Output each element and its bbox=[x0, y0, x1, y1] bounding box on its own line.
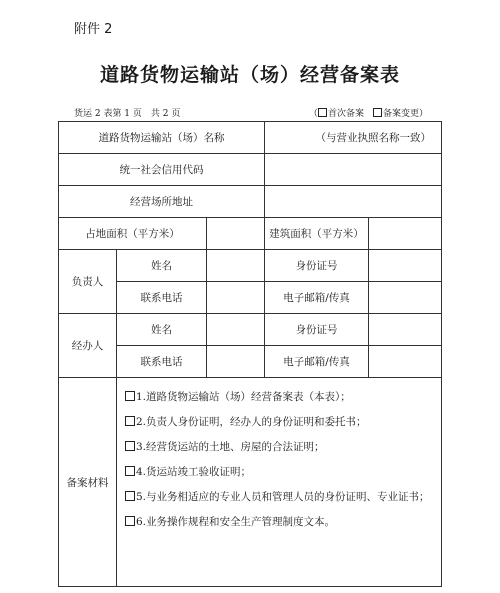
table-row bbox=[59, 314, 442, 346]
responsible-phone-field[interactable] bbox=[207, 282, 265, 314]
material-item: 3.经营货运站的土地、房屋的合法证明； bbox=[125, 440, 435, 455]
filing-change-label: 备案变更 bbox=[382, 109, 419, 119]
filing-form-table bbox=[58, 121, 441, 587]
material-item: 6.业务操作规程和安全生产管理制度文本。 bbox=[125, 515, 435, 530]
table-row bbox=[59, 154, 442, 186]
materials-list bbox=[117, 378, 442, 587]
table-row bbox=[59, 250, 442, 282]
material-checkbox[interactable] bbox=[125, 441, 135, 451]
building-area-label: 建筑面积（平方米） bbox=[265, 218, 369, 250]
material-item: 5.与业务相适应的专业人员和管理人员的身份证明、专业证书； bbox=[125, 490, 435, 505]
building-area-field[interactable] bbox=[369, 218, 442, 250]
material-item: 4.货运站竣工验收证明； bbox=[125, 465, 435, 480]
land-area-field[interactable] bbox=[207, 218, 265, 250]
address-field[interactable] bbox=[265, 186, 442, 218]
material-checkbox[interactable] bbox=[125, 391, 135, 401]
table-row bbox=[59, 218, 442, 250]
land-area-label: 占地面积（平方米） bbox=[59, 218, 207, 250]
filing-change-checkbox[interactable] bbox=[373, 108, 382, 117]
handler-phone-label: 联系电话 bbox=[117, 346, 207, 378]
material-checkbox[interactable] bbox=[125, 466, 135, 476]
responsible-name-label: 姓名 bbox=[117, 250, 207, 282]
handler-label: 经办人 bbox=[59, 314, 117, 378]
handler-name-field[interactable] bbox=[207, 314, 265, 346]
page-info: 货运 2 表第 1 页 共 2 页 bbox=[74, 109, 181, 119]
responsible-name-field[interactable] bbox=[207, 250, 265, 282]
handler-id-field[interactable] bbox=[369, 314, 442, 346]
table-row bbox=[59, 378, 442, 587]
first-filing-checkbox[interactable] bbox=[318, 108, 327, 117]
station-name-field[interactable]: （与营业执照名称一致） bbox=[265, 122, 442, 154]
material-item: 2.负责人身份证明，经办人的身份证明和委托书； bbox=[125, 415, 435, 430]
credit-code-label: 统一社会信用代码 bbox=[59, 154, 265, 186]
responsible-person-label: 负责人 bbox=[59, 250, 117, 314]
table-row bbox=[59, 282, 442, 314]
attachment-label: 附件 2 bbox=[74, 22, 113, 37]
material-checkbox[interactable] bbox=[125, 416, 135, 426]
handler-phone-field[interactable] bbox=[207, 346, 265, 378]
handler-id-label: 身份证号 bbox=[265, 314, 369, 346]
first-filing-label: 首次备案 bbox=[327, 109, 364, 119]
material-item: 1.道路货物运输站（场）经营备案表（本表）； bbox=[125, 390, 435, 405]
handler-email-label: 电子邮箱/传真 bbox=[265, 346, 369, 378]
responsible-id-label: 身份证号 bbox=[265, 250, 369, 282]
handler-email-field[interactable] bbox=[369, 346, 442, 378]
materials-label: 备案材料 bbox=[59, 378, 117, 587]
filing-type-options: （ 首次备案 备案变更） bbox=[308, 109, 428, 119]
material-checkbox[interactable] bbox=[125, 491, 135, 501]
responsible-email-label: 电子邮箱/传真 bbox=[265, 282, 369, 314]
responsible-id-field[interactable] bbox=[369, 250, 442, 282]
responsible-phone-label: 联系电话 bbox=[117, 282, 207, 314]
address-label: 经营场所地址 bbox=[59, 186, 265, 218]
credit-code-field[interactable] bbox=[265, 154, 442, 186]
table-row bbox=[59, 346, 442, 378]
material-checkbox[interactable] bbox=[125, 516, 135, 526]
table-row bbox=[59, 122, 442, 154]
table-row bbox=[59, 186, 442, 218]
responsible-email-field[interactable] bbox=[369, 282, 442, 314]
station-name-label: 道路货物运输站（场）名称 bbox=[59, 122, 265, 154]
page-title: 道路货物运输站（场）经营备案表 bbox=[99, 64, 400, 86]
handler-name-label: 姓名 bbox=[117, 314, 207, 346]
